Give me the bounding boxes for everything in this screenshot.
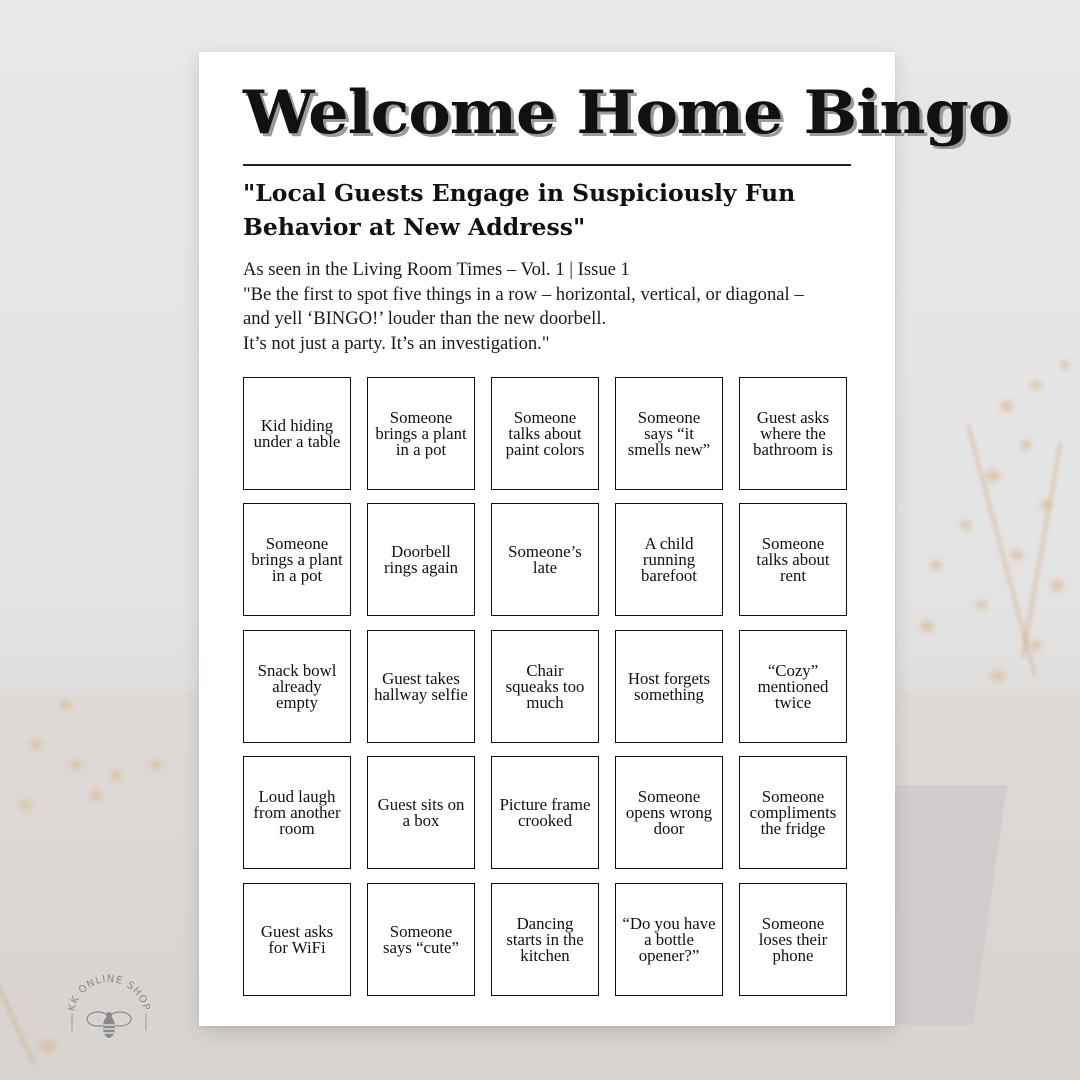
bingo-cell: Someone brings a plant in a pot [367, 377, 475, 490]
bingo-cell: Guest takes hallway selfie [367, 630, 475, 743]
intro-line: It’s not just a party. It’s an investigation." [243, 332, 550, 354]
shop-watermark [60, 965, 158, 1063]
bingo-cell: Doorbell rings again [367, 503, 475, 616]
bingo-cell: Guest sits on a box [367, 756, 475, 869]
bingo-cell: Host forgets something [615, 630, 723, 743]
intro-line: "Be the first to spot five things in a row – horizontal, vertical, or diagonal – [243, 283, 804, 305]
bingo-cell: Guest asks for WiFi [243, 883, 351, 996]
bingo-cell: A child running barefoot [615, 503, 723, 616]
card-title: Welcome Home Bingo [243, 78, 1010, 148]
bee-icon [84, 1007, 134, 1043]
bingo-cell: Someone brings a plant in a pot [243, 503, 351, 616]
bingo-cell: Loud laugh from another room [243, 756, 351, 869]
card-intro [243, 258, 863, 356]
title-divider [243, 164, 851, 166]
bingo-cell: Someone’s late [491, 503, 599, 616]
card-headline: "Local Guests Engage in Suspiciously Fun Behavior at New Address" [243, 179, 796, 241]
intro-line: As seen in the Living Room Times – Vol. 1 | Issue 1 [243, 259, 630, 280]
bingo-cell: Someone talks about paint colors [491, 377, 599, 490]
bingo-cell: “Cozy” mentioned twice [739, 630, 847, 743]
bingo-cell: “Do you have a bottle opener?” [615, 883, 723, 996]
bingo-cell: Guest asks where the bathroom is [739, 377, 847, 490]
bingo-cell: Someone compliments the fridge [739, 756, 847, 869]
bingo-cell: Kid hiding under a table [243, 377, 351, 490]
bingo-cell: Someone opens wrong door [615, 756, 723, 869]
intro-line: and yell ‘BINGO!’ louder than the new doorbell. [243, 308, 607, 329]
bingo-cell: Someone says “cute” [367, 883, 475, 996]
watermark-text: KK ONLINE SHOP [66, 973, 152, 1013]
bingo-cell: Picture frame crooked [491, 756, 599, 869]
bingo-cell: Someone says “it smells new” [615, 377, 723, 490]
bingo-cell: Snack bowl already empty [243, 630, 351, 743]
bingo-cell: Someone talks about rent [739, 503, 847, 616]
bingo-cell: Someone loses their phone [739, 883, 847, 996]
bingo-cell: Dancing starts in the kitchen [491, 883, 599, 996]
bingo-card [199, 52, 1010, 1026]
bingo-cell: Chair squeaks too much [491, 630, 599, 743]
